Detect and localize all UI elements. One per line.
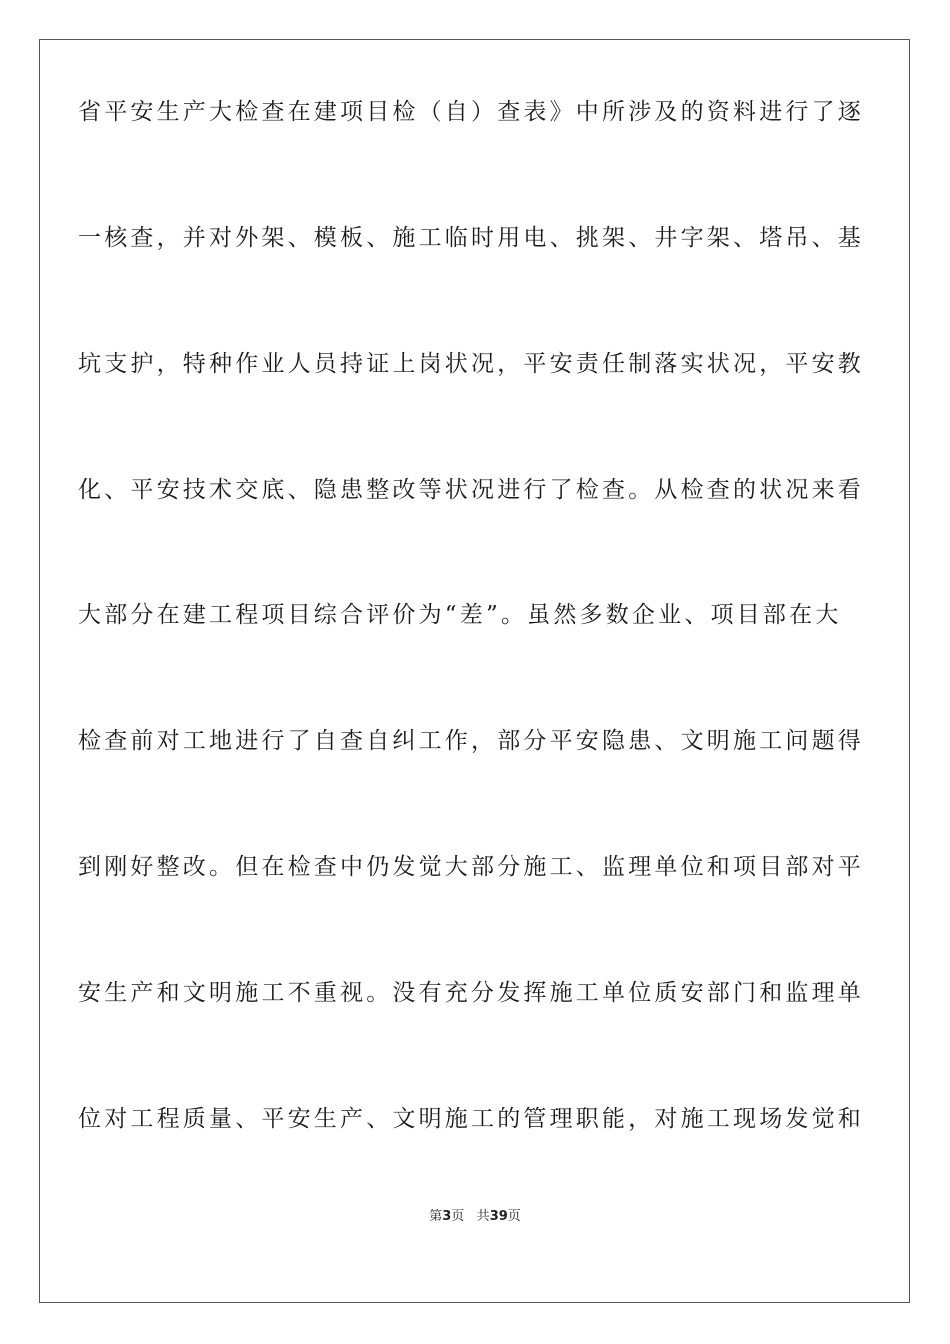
total-pages: 39	[489, 1209, 508, 1224]
text-line: 坑支护，特种作业人员持证上岗状况，平安责任制落实状况，平安教	[78, 351, 864, 377]
page-prefix: 第	[429, 1209, 443, 1224]
page-number: 3	[442, 1209, 452, 1224]
total-suffix: 页	[507, 1209, 521, 1224]
page-suffix: 页	[451, 1209, 465, 1224]
text-line: 安生产和文明施工不重视。没有充分发挥施工单位质安部门和监理单	[78, 980, 864, 1006]
text-line: 化、平安技术交底、隐患整改等状况进行了检查。从检查的状况来看	[78, 477, 864, 503]
text-line: 检查前对工地进行了自查自纠工作，部分平安隐患、文明施工问题得	[78, 728, 864, 754]
text-line: 到刚好整改。但在检查中仍发觉大部分施工、监理单位和项目部对平	[78, 854, 864, 880]
page-footer	[0, 1208, 950, 1226]
total-prefix: 共	[476, 1209, 490, 1224]
text-line: 一核查，并对外架、模板、施工临时用电、挑架、井字架、塔吊、基	[78, 225, 864, 251]
text-line: 省平安生产大检查在建项目检（自）查表》中所涉及的资料进行了逐	[78, 99, 864, 125]
text-line: 大部分在建工程项目综合评价为“差”。虽然多数企业、项目部在大	[78, 602, 842, 628]
text-line: 位对工程质量、平安生产、文明施工的管理职能，对施工现场发觉和	[78, 1106, 864, 1132]
